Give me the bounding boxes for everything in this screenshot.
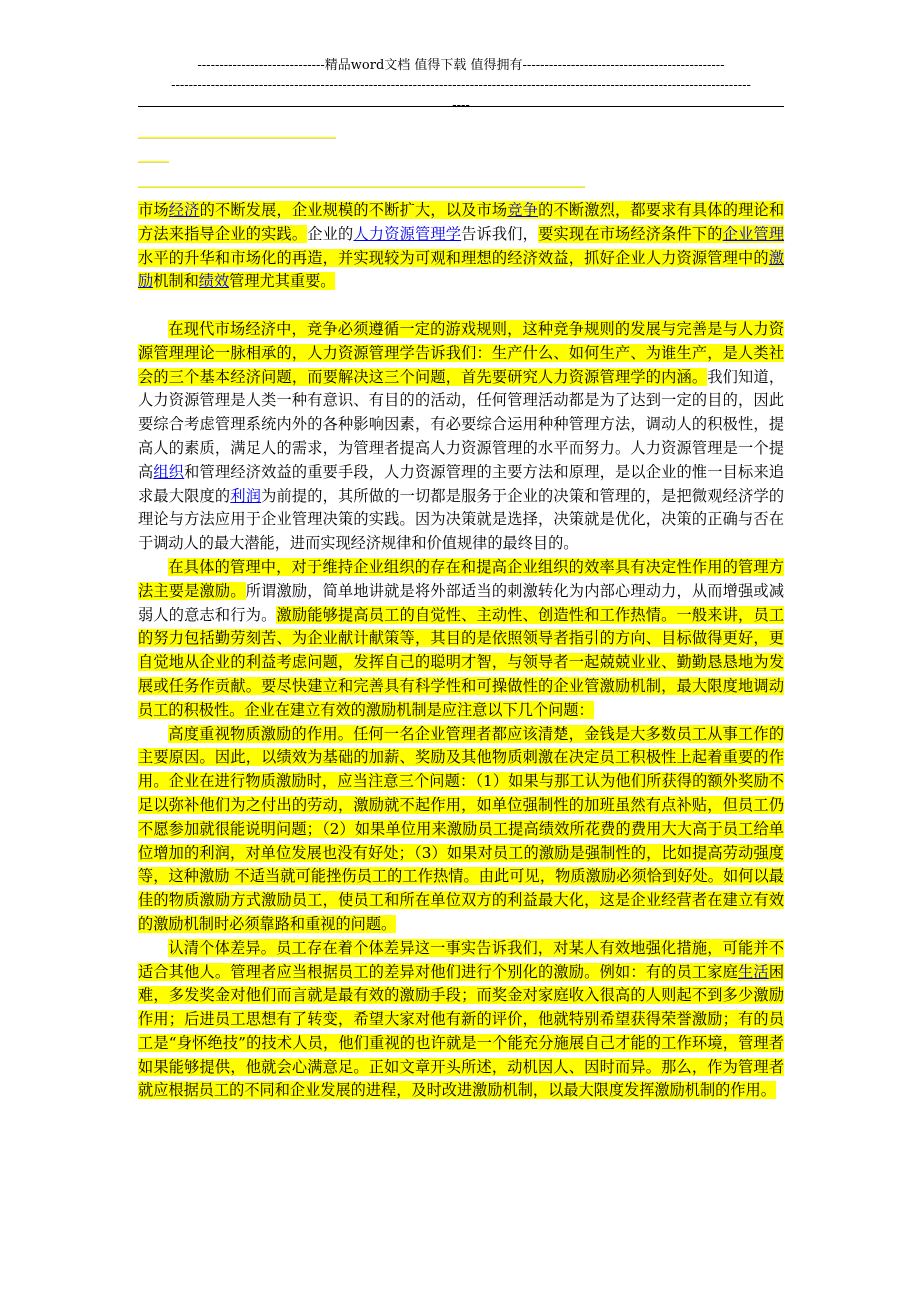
inline-link[interactable]: 人力资源管理学 <box>353 224 462 243</box>
highlighted-text: 困难，多发奖金对他们而言就是最有效的激励手段；而奖金对家庭收入很高的人则起不到多少激励 作用；后进员工思想有了转变，希望大家对他有新的评价，他就特别希望获得荣誉激励；有的员工是“身怀绝技”的技术人员，他们重视的也许就是一个能充分施展自己才能的工作环境，管理者如果能够提供，他就会心满意足。正如文章开头所述，动机因人、因时而异。那么，作为管理者就应根据员工的不同和企业发展的进程，及时改进激励机制，以最大限度发挥激励机制的作用。 <box>138 962 785 1100</box>
inline-link[interactable]: 绩效 <box>198 272 230 291</box>
paragraph <box>138 199 784 294</box>
text-run: 为前提的，其所做的一切都是服务于企业的决策和管理的，是把微观经济学的理论与方法应用于企业管理决策的实践。因为决策就是选择，决策就是优化，决策的正确与否在于调动人的最大潜能，进而实现经济规律和价值规律的最终目的。 <box>138 486 785 553</box>
paragraph <box>138 937 784 1104</box>
highlighted-text: 管理尤其重要。 <box>229 272 336 291</box>
paragraph <box>138 318 784 556</box>
header-rule <box>138 106 784 107</box>
paragraph <box>138 723 784 937</box>
paragraph <box>138 556 784 723</box>
text-run: 所谓激励，简单地讲就是将外部适当的刺激转化为内部心理动力，从而增强或减弱人的意志和行为。 <box>138 581 785 624</box>
inline-link[interactable]: 激励 <box>138 248 784 291</box>
document-header <box>138 56 784 116</box>
header-banner: -----------------------------精品word文档 值得下载 值得拥有---------------------------------------------- <box>197 58 725 73</box>
inline-link[interactable]: 利润 <box>230 486 262 505</box>
inline-link[interactable]: 组织 <box>153 462 185 481</box>
document-body <box>138 199 784 1103</box>
highlighted-text: 机制和 <box>153 272 199 291</box>
highlight-line <box>138 137 336 139</box>
highlight-line <box>138 186 585 188</box>
highlighted-text: 要实现在市场经济条件下的 <box>538 224 723 243</box>
highlighted-text: 的不断激烈，都要求有具体的理论和方法来指导企业的实践。 <box>138 201 785 243</box>
highlighted-text: 在具体的管理中，对于维持企业组织的存在和提高企业组织的效率具有决定性作用的管理方法主要是激励。 <box>138 557 784 600</box>
inline-link[interactable]: 竞争 <box>507 201 539 219</box>
header-dash-line: ------------------------------------------------------------------------------------------------------------------------------------ <box>171 78 751 93</box>
text-run: 我们知道，人力资源管理是人类一种有意识、有目的的活动，任何管理活动都是为了达到一定的目的，因此要综合考虑管理系统内外的各种影响因素，有必要综合运用种种管理方法，调动人的积极性，提高人的素质，满足人的需求，为管理者提高人力资源管理的水平而努力。人力资源管理是一个提高 <box>138 367 785 481</box>
highlighted-text: 高度重视物质激励的作用。任何一名企业管理者都应该清楚，金钱是大多数员工从事工作的主要原因。因此，以绩效为基础的加薪、奖励及其他物质刺激在决定员工积极性上起着重要的作用。企业在进行物质激励时，应当注意三个问题：（1）如果与那工认为他们所获得的额外奖励不足以弥补他们为之付出的劳动，激励就不起作用，如单位强制性的加班虽然有点补贴，但员工仍不愿参加就很能说明问题；（2）如果单位用来激励员工提高绩效所花费的费用大大高于员工给单位增加的利润，对单位发展也没有好处；（3）如果对员工的激励是强制性的，比如提高劳动强度等，这种激励 不适当就可能挫伤员工的工作热情。由此可见，物质激励必须恰到好处。如何以最佳的物质激励方式激励员工，使员工和所在单位双方的利益最大化，这是企业经营者在建立有效的激励机制时必须靠路和重视的问题。 <box>138 724 784 933</box>
highlighted-text: 水平的升华和市场化的再造，并实现较为可观和理想的经济效益，抓好企业人力资源管理中的 <box>138 248 769 267</box>
text-run: 告诉我们， <box>461 224 539 243</box>
text-run: 企业的 <box>307 224 354 243</box>
highlight-line <box>138 161 169 163</box>
text-run: 和管理经济效益的重要手段，人力资源管理的主要方法和原理，是以企业的惟一目标来追求最大限度的 <box>138 462 785 505</box>
inline-link[interactable]: 企业管理 <box>722 224 785 243</box>
paragraph-gap <box>138 294 784 318</box>
highlighted-text: 的不断发展，企业规模的不断扩大，以及市场 <box>199 201 508 219</box>
highlighted-text: 在现代市场经济中，竞争必须遵循一定的游戏规则，这种竞争规则的发展与完善是与人力资源管理理论一脉相承的，人力资源管理学告诉我们：生产什么、如何生产、为谁生产，是人类社会的三个基本经济问题，而要解决这三个问题，首先要研究人力资源管理学的内涵。 <box>138 319 784 386</box>
inline-link[interactable]: 经济 <box>168 201 200 219</box>
highlighted-text: 激励能够提高员工的自觉性、主动性、创造性和工作热情。一般来讲，员工的努力包括勤劳刻苦、为企业献计献策等，其目的是依照领导者指引的方向、目标做得更好，更自觉地从企业的利益考虑问题，发挥自己的聪明才智，与领导者一起兢兢业业、勤勤恳恳地为发展或任务作贡献。要尽快建立和完善具有科学性和可操做性的企业管激励机制，最大限度地调动员工的积极性。企业在建立有效的激励机制是应注意以下几个问题： <box>138 605 785 719</box>
inline-link[interactable]: 生活 <box>738 962 769 981</box>
header-dash-tail: ---- <box>452 98 470 113</box>
highlighted-text: 认清个体差异。员工存在着个体差异这一事实告诉我们，对某人有效地强化措施，可能并不适合其他人。管理者应当根据员工的差异对他们进行个别化的激励。例如：有的员工家庭 <box>138 938 784 981</box>
highlighted-text: 市场 <box>138 201 169 219</box>
